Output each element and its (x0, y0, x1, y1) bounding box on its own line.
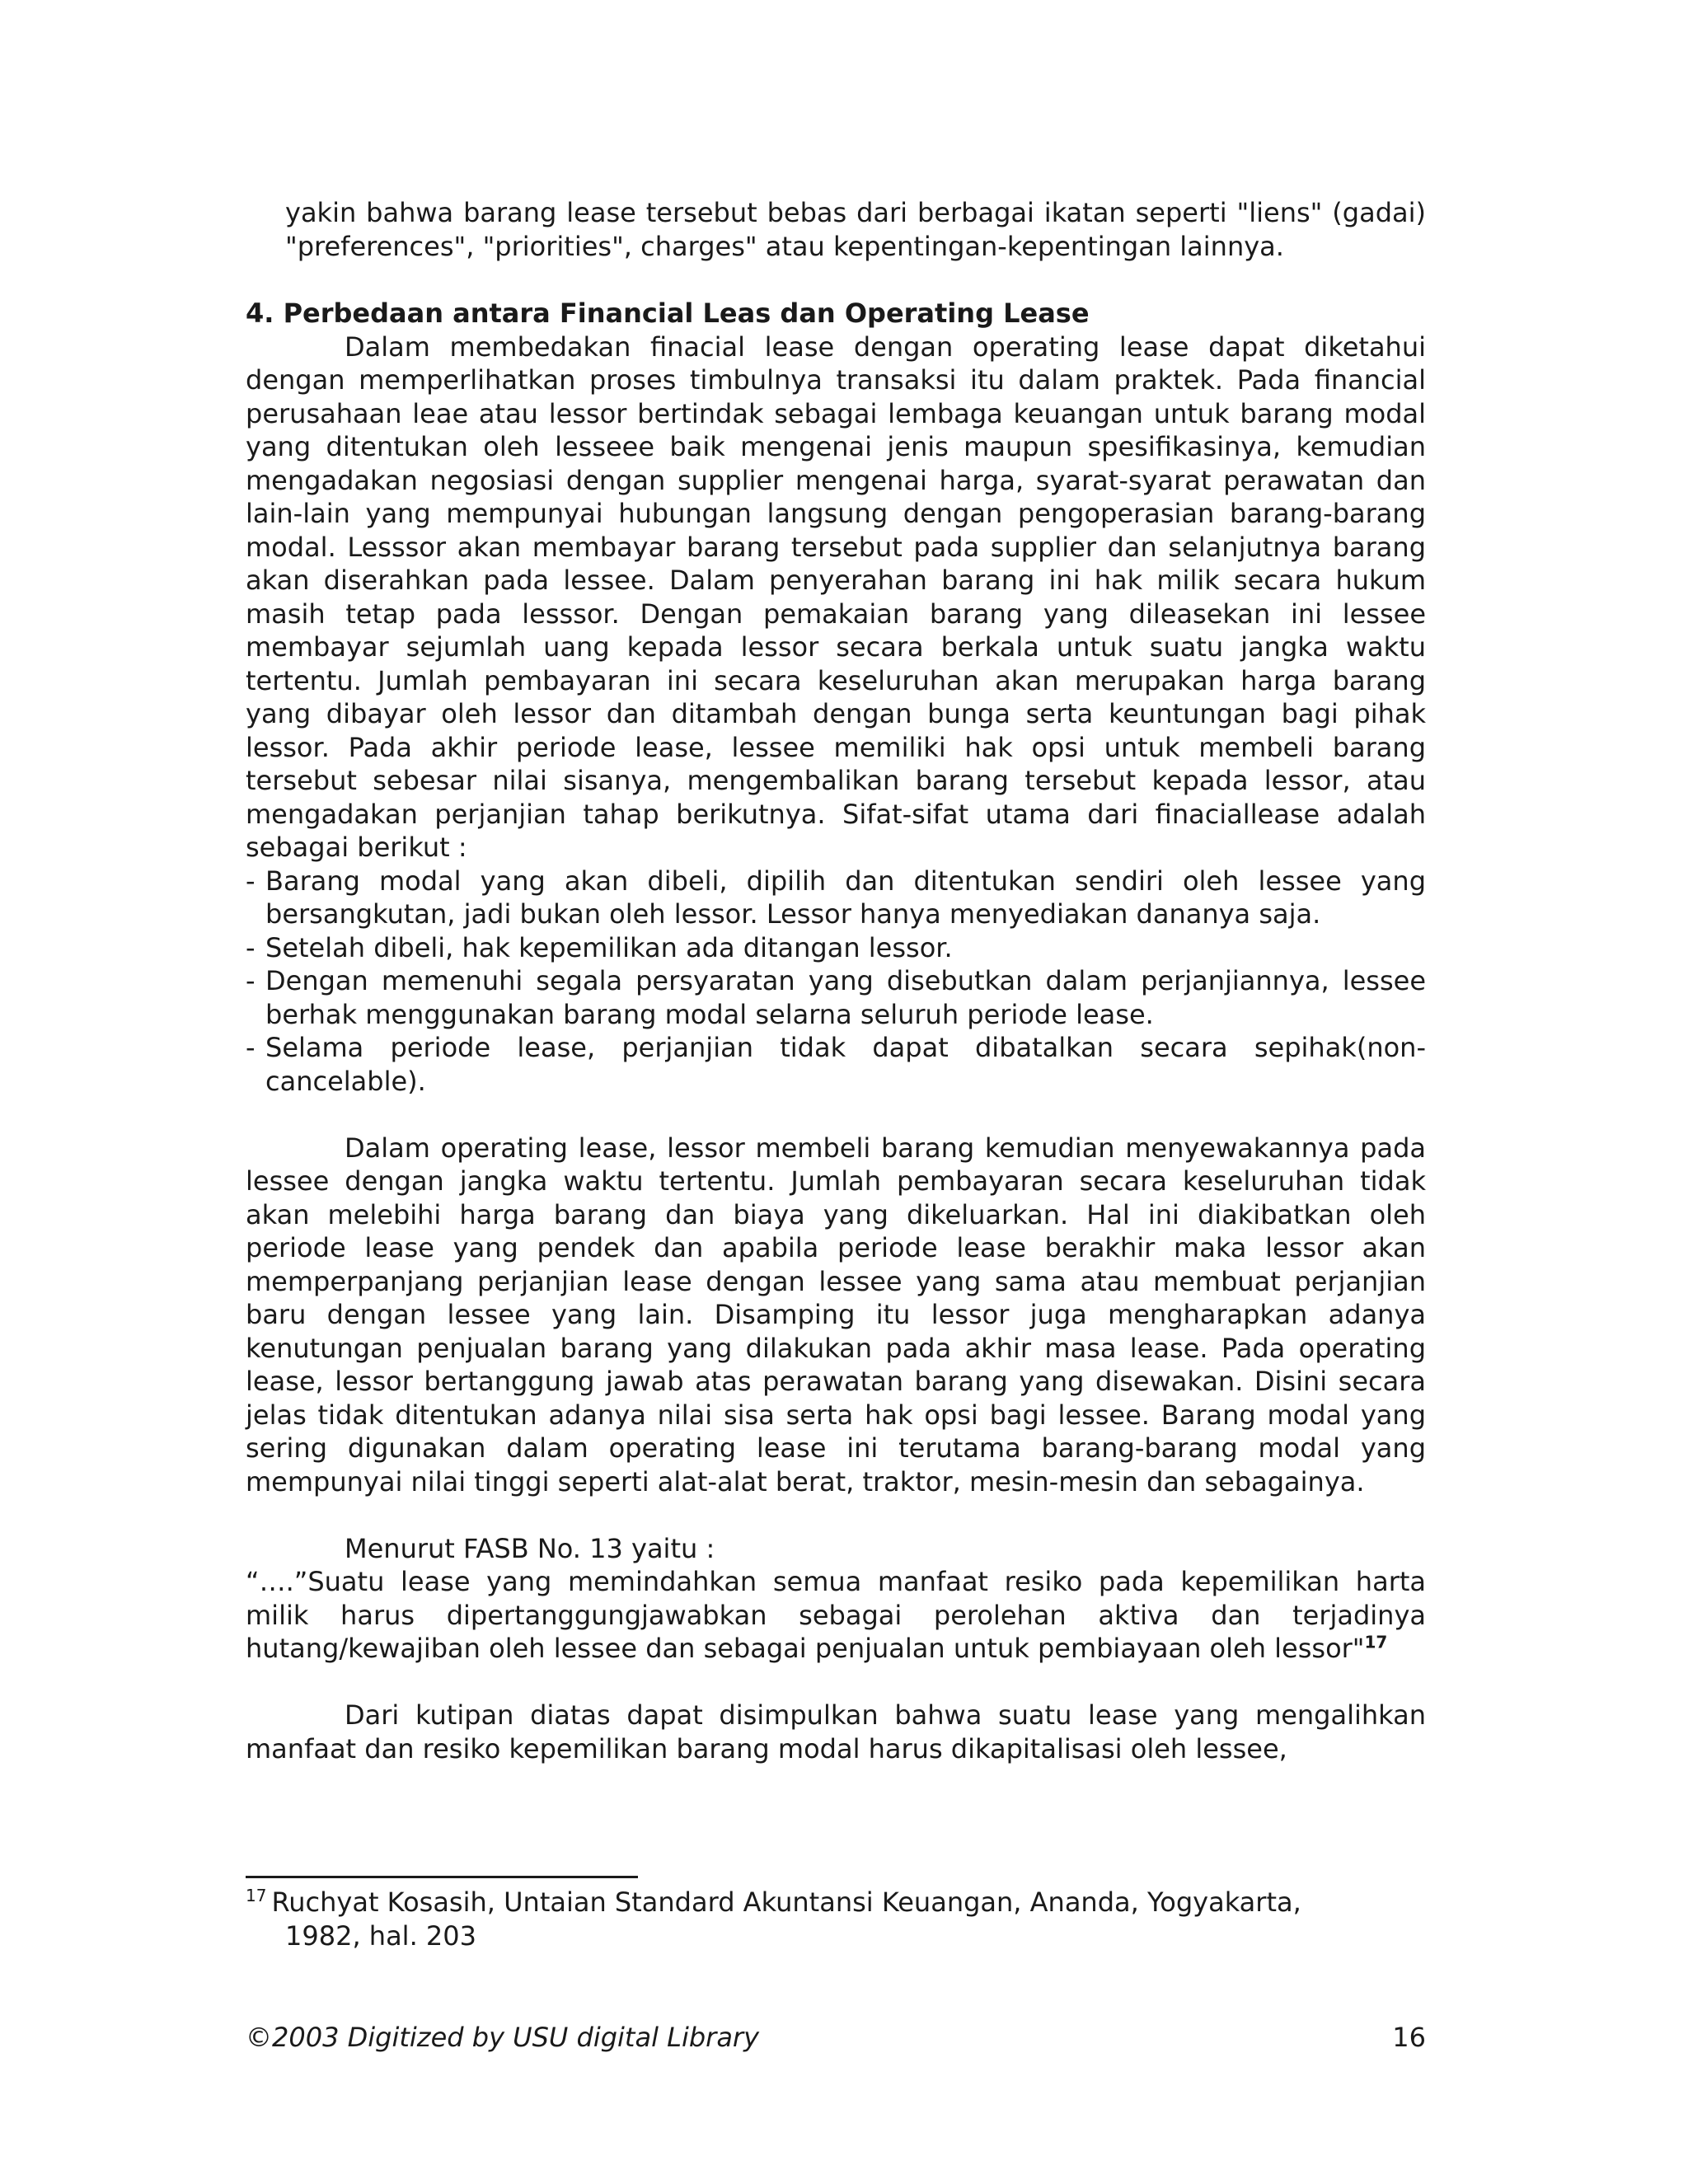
fasb-quote (246, 1565, 1426, 1666)
list-item-text: Setelah dibeli, hak kepemilikan ada ditangan lessor. (265, 931, 953, 963)
footnote-text: Ruchyat Kosasih, Untaian Standard Akuntansi Keuangan, Ananda, Yogyakarta, (271, 1886, 1301, 1918)
list-item-text: Barang modal yang akan dibeli, dipilih dan ditentukan sendiri oleh lessee yang bersangkutan, jadi bukan oleh lessor. Lessor hanya menyediakan dananya saja. (265, 865, 1426, 930)
footnote-separator (246, 1876, 638, 1878)
list-item-text: Dengan memenuhi segala persyaratan yang disebutkan dalam perjanjiannya, lessee berhak menggunakan barang modal selarna seluruh periode lease. (265, 965, 1426, 1030)
bullet-dash: - (246, 931, 256, 963)
fasb-intro: Menurut FASB No. 13 yaitu : (345, 1532, 715, 1564)
list-item (246, 964, 1426, 1031)
spacer (246, 1498, 1426, 1532)
financial-lease-characteristics-list (246, 865, 1426, 1099)
spacer (246, 1098, 1426, 1132)
footnote (246, 1886, 1426, 1952)
spacer (246, 1666, 1426, 1699)
paragraph-operating-lease: Dalam operating lease, lessor membeli barang kemudian menyewakannya pada lessee dengan jangka waktu tertentu. Jumlah pembayaran secara keseluruhan tidak akan melebihi harga barang dan biaya yang dikeluarkan. Hal ini diakibatkan oleh periode lease yang pendek dan apabila periode lease berakhir maka lessor akan memperpanjang perjanjian lease dengan lessee yang sama atau membuat perjanjian baru dengan lessee yang lain. Disamping itu lessor juga mengharapkan adanya kenutungan penjualan barang yang dilakukan pada akhir masa lease. Pada operating lease, lessor bertanggung jawab atas perawatan barang yang disewakan. Disini secara jelas tidak ditentukan adanya nilai sisa serta hak opsi bagi lessee. Barang modal yang sering digunakan dalam operating lease ini terutama barang-barang modal yang mempunyai nilai tinggi seperti alat-alat berat, traktor, mesin-mesin dan sebagainya. (246, 1132, 1426, 1497)
bullet-dash: - (246, 965, 256, 996)
footnote-reference[interactable]: 17 (1364, 1632, 1388, 1652)
bullet-dash: - (246, 1032, 256, 1063)
continuation-paragraph: yakin bahwa barang lease tersebut bebas dari berbagai ikatan seperti "liens" (gadai) "preferences", "priorities", charges" atau kepentingan-kepentingan lainnya. (285, 197, 1426, 262)
list-item (246, 1031, 1426, 1098)
page-footer (246, 2021, 1426, 2054)
footer-credit: ©2003 Digitized by USU digital Library (246, 2022, 760, 2053)
section-heading: 4. Perbedaan antara Financial Leas dan Operating Lease (246, 298, 1090, 329)
page-body (246, 196, 1426, 1765)
paragraph-financial-lease: Dalam membedakan finacial lease dengan operating lease dapat diketahui dengan memperlihatkan proses timbulnya transaksi itu dalam praktek. Pada financial perusahaan leae atau lessor bertindak sebagai lembaga keuangan untuk barang modal yang ditentukan oleh lesseee baik mengenai jenis maupun spesifikasinya, kemudian mengadakan negosiasi dengan supplier mengenai harga, syarat-syarat perawatan dan lain-lain yang mempunyai hubungan langsung dengan pengoperasian barang-barang modal. Lesssor akan membayar barang tersebut pada supplier dan selanjutnya barang akan diserahkan pada lessee. Dalam penyerahan barang ini hak milik secara hukum masih tetap pada lesssor. Dengan pemakaian barang yang dileasekan ini lessee membayar sejumlah uang kepada lessor secara berkala untuk suatu jangka waktu tertentu. Jumlah pembayaran ini secara keseluruhan akan merupakan harga barang yang dibayar oleh lessor dan ditambah dengan bunga serta keuntungan bagi pihak lessor. Pada akhir periode lease, lessee memiliki hak opsi untuk membeli barang tersebut sebesar nilai sisanya, mengembalikan barang tersebut kepada lessor, atau mengadakan perjanjian tahap berikutnya. Sifat-sifat utama dari finaciallease adalah sebagai berikut : (246, 330, 1426, 863)
footnote-line-continued: 1982, hal. 203 (285, 1919, 476, 1952)
page-number: 16 (1392, 2022, 1426, 2053)
paragraph-conclusion: Dari kutipan diatas dapat disimpulkan bahwa suatu lease yang mengalihkan manfaat dan resiko kepemilikan barang modal harus dikapitalisasi oleh lessee, (246, 1699, 1426, 1765)
footnote-number: 17 (246, 1886, 267, 1906)
quote-text: “….”Suatu lease yang memindahkan semua manfaat resiko pada kepemilikan harta milik harus dipertanggungjawabkan sebagai perolehan aktiva dan terjadinya hutang/kewajiban oleh lessee dan sebagai penjualan untuk pembiayaan oleh lessor" (246, 1566, 1426, 1664)
list-item-text: Selama periode lease, perjanjian tidak dapat dibatalkan secara sepihak(non-cancelable). (265, 1032, 1426, 1097)
list-item (246, 931, 1426, 965)
footnote-line (246, 1886, 1426, 1919)
bullet-dash: - (246, 865, 256, 897)
list-item (246, 865, 1426, 931)
